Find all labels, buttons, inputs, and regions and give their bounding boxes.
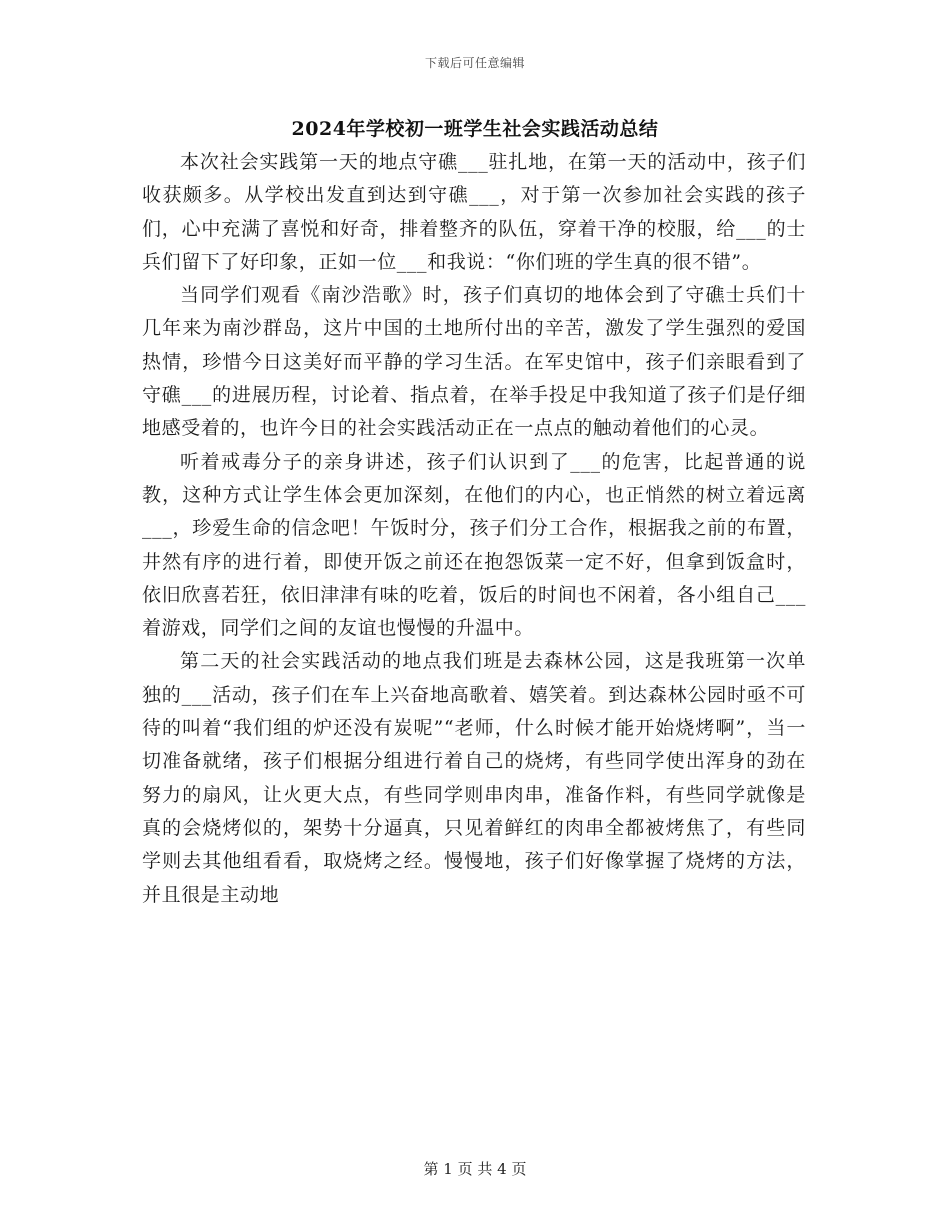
header-note: 下载后可任意编辑 [424, 56, 525, 70]
document-body [142, 146, 806, 912]
paragraph: 当同学们观看《南沙浩歌》时，孩子们真切的地体会到了守礁士兵们十几年来为南沙群岛，这片中国的土地所付出的辛苦，激发了学生强烈的爱国热情，珍惜今日这美好而平静的学习生活。在军史馆中，孩子们亲眼看到了守礁___的进展历程，讨论着、指点着，在举手投足中我知道了孩子们是仔细地感受着的，也许今日的社会实践活动正在一点点的触动着他们的心灵。 [142, 284, 806, 440]
paragraph: 本次社会实践第一天的地点守礁___驻扎地，在第一天的活动中，孩子们收获颇多。从学校出发直到达到守礁___，对于第一次参加社会实践的孩子们，心中充满了喜悦和好奇，排着整齐的队伍，穿着干净的校服，给___的士兵们留下了好印象，正如一位___和我说：“你们班的学生真的很不错”。 [142, 151, 806, 273]
paragraph: 听着戒毒分子的亲身讲述，孩子们认识到了___的危害，比起普通的说教，这种方式让学生体会更加深刻，在他们的内心，也正悄然的树立着远离___，珍爱生命的信念吧！午饭时分，孩子们分工合作，根据我之前的布置，井然有序的进行着，即使开饭之前还在抱怨饭菜一定不好，但拿到饭盒时，依旧欣喜若狂，依旧津津有味的吃着，饭后的时间也不闲着，各小组自己___着游戏，同学们之间的友谊也慢慢的升温中。 [142, 450, 806, 640]
paragraph: 第二天的社会实践活动的地点我们班是去森林公园，这是我班第一次单独的___活动，孩子们在车上兴奋地高歌着、嬉笑着。到达森林公园时亟不可待的叫着“我们组的炉还没有炭呢”“老师，什么时候才能开始烧烤啊”，当一切准备就绪，孩子们根据分组进行着自己的烧烤，有些同学使出浑身的劲在努力的扇风，让火更大点，有些同学则串肉串，准备作料，有些同学就像是真的会烧烤似的，架势十分逼真，只见着鲜红的肉串全都被烤焦了，有些同学则去其他组看看，取烧烤之经。慢慢地，孩子们好像掌握了烧烤的方法，并且很是主动地 [142, 650, 806, 906]
page-number: 第 1 页 共 4 页 [423, 1160, 527, 1178]
document-title: 2024年学校初一班学生社会实践活动总结 [291, 118, 659, 140]
